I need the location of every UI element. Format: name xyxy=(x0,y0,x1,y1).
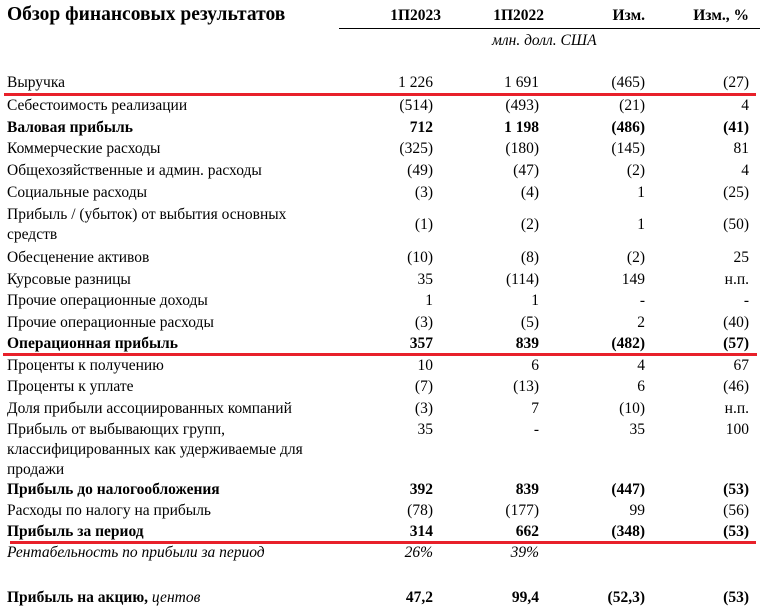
table-row-social-expenses xyxy=(0,183,770,204)
row-label: Операционная прибыль xyxy=(7,335,178,352)
table-row-interest-expense xyxy=(0,377,770,398)
cell-change: 4 xyxy=(637,357,645,374)
cell-change-pct: 25 xyxy=(733,249,749,266)
cell-1h2023: 35 xyxy=(417,421,433,438)
cell-change-pct: н.п. xyxy=(724,271,749,288)
cell-change: 2 xyxy=(637,314,645,331)
cell-1h2023: 35 xyxy=(417,271,433,288)
cell-change: 149 xyxy=(621,271,645,288)
cell-1h2023: 1 xyxy=(425,292,433,309)
row-label: Курсовые разницы xyxy=(7,271,131,288)
table-row-operating-profit xyxy=(0,334,770,355)
table-row-profit-before-tax xyxy=(0,480,770,501)
cell-change-pct: (50) xyxy=(723,216,749,233)
cell-1h2023: 1 226 xyxy=(398,74,433,91)
report-title: Обзор финансовых результатов xyxy=(7,4,286,25)
table-row-income-tax xyxy=(0,501,770,522)
cell-1h2022: 1 198 xyxy=(504,119,539,136)
cell-1h2022: - xyxy=(533,421,539,438)
cell-1h2023: 26% xyxy=(404,544,433,561)
cell-change: 1 xyxy=(637,216,645,233)
cell-change: (482) xyxy=(611,335,645,352)
row-label: Коммерческие расходы xyxy=(7,140,161,157)
cell-change-pct: 100 xyxy=(725,421,749,438)
cell-1h2022: (5) xyxy=(520,314,539,331)
row-label xyxy=(7,588,337,608)
cell-1h2023: 712 xyxy=(409,119,433,136)
table-row-gross-profit xyxy=(0,118,770,139)
column-header-1h2023: 1П2023 xyxy=(390,7,441,24)
cell-1h2022: (8) xyxy=(520,249,539,266)
cell-1h2022: 39% xyxy=(510,544,539,561)
cell-1h2023: (514) xyxy=(399,97,433,114)
row-label: Валовая прибыль xyxy=(7,119,133,136)
cell-change-pct: 81 xyxy=(733,140,749,157)
cell-1h2023: 357 xyxy=(409,335,433,352)
table-row-impairment xyxy=(0,248,770,269)
cell-1h2023: (49) xyxy=(407,162,433,179)
cell-change: - xyxy=(639,292,645,309)
cell-change: (2) xyxy=(626,249,645,266)
row-label: Расходы по налогу на прибыль xyxy=(7,502,212,519)
table-row-share-of-associates xyxy=(0,399,770,420)
table-row-profit-for-period xyxy=(0,522,770,543)
row-label: Проценты к получению xyxy=(7,357,164,374)
cell-1h2023: (3) xyxy=(414,400,433,417)
cell-1h2022: (180) xyxy=(505,140,539,157)
row-label: Прибыль за период xyxy=(7,523,144,540)
cell-1h2023: 47,2 xyxy=(405,589,433,606)
row-label: Проценты к уплате xyxy=(7,378,134,395)
table-row-revenue xyxy=(0,73,770,94)
cell-1h2022: 1 691 xyxy=(504,74,539,91)
cell-change: (21) xyxy=(619,97,645,114)
cell-change: (2) xyxy=(626,162,645,179)
table-row-disposal-gain-loss xyxy=(0,205,770,247)
row-label: Прочие операционные расходы xyxy=(7,314,214,331)
cell-1h2022: 839 xyxy=(515,335,539,352)
row-label: Доля прибыли ассоциированных компаний xyxy=(7,400,292,417)
cell-1h2022: (177) xyxy=(505,502,539,519)
cell-1h2022: 6 xyxy=(531,357,539,374)
cell-1h2022: (13) xyxy=(513,378,539,395)
table-row-fx-differences xyxy=(0,270,770,291)
row-label: Общехозяйственные и админ. расходы xyxy=(7,162,262,179)
cell-1h2022: 839 xyxy=(515,481,539,498)
cell-change-pct: 67 xyxy=(733,357,749,374)
row-label: Прибыль от выбывающих групп, классифицированных как удерживаемые для продажи xyxy=(7,421,303,478)
cell-1h2022: 662 xyxy=(515,523,539,540)
cell-change-pct: 4 xyxy=(741,162,749,179)
table-row-net-margin xyxy=(0,543,770,564)
cell-1h2023: 10 xyxy=(417,357,433,374)
row-label: Социальные расходы xyxy=(7,184,148,201)
cell-1h2023: (10) xyxy=(407,249,433,266)
cell-change: (486) xyxy=(611,119,645,136)
cell-change: (447) xyxy=(611,481,645,498)
table-row-held-for-sale-profit xyxy=(0,420,770,482)
cell-1h2022: (4) xyxy=(520,184,539,201)
cell-change-pct: (56) xyxy=(723,502,749,519)
cell-change-pct: (25) xyxy=(723,184,749,201)
cell-change: (465) xyxy=(611,74,645,91)
cell-1h2023: (1) xyxy=(414,216,433,233)
cell-1h2022: (114) xyxy=(506,271,539,288)
cell-1h2023: (3) xyxy=(414,314,433,331)
table-row-selling-expenses xyxy=(0,139,770,160)
table-row-other-operating-expenses xyxy=(0,313,770,334)
cell-1h2023: (7) xyxy=(414,378,433,395)
table-row-other-operating-income xyxy=(0,291,770,312)
cell-1h2023: (3) xyxy=(414,184,433,201)
cell-change-pct: (53) xyxy=(723,589,749,606)
cell-change: (10) xyxy=(619,400,645,417)
header-rule xyxy=(339,28,760,29)
cell-change: (348) xyxy=(611,523,645,540)
row-label: Выручка xyxy=(7,74,66,91)
cell-change: 35 xyxy=(629,421,645,438)
units-label: млн. долл. США xyxy=(492,32,597,49)
cell-1h2022: 99,4 xyxy=(511,589,539,606)
cell-1h2022: (47) xyxy=(513,162,539,179)
cell-1h2022: 1 xyxy=(531,292,539,309)
cell-1h2023: 392 xyxy=(409,481,433,498)
cell-change-pct: (41) xyxy=(723,119,749,136)
cell-1h2023: 314 xyxy=(409,523,433,540)
cell-1h2022: (493) xyxy=(505,97,539,114)
cell-change: (52,3) xyxy=(607,589,645,606)
cell-change-pct: (40) xyxy=(723,314,749,331)
row-label: Прибыль до налогообложения xyxy=(7,481,220,498)
table-row-eps xyxy=(0,588,770,609)
cell-change-pct: (46) xyxy=(723,378,749,395)
cell-1h2022: (2) xyxy=(520,216,539,233)
eps-unit: центов xyxy=(151,589,201,606)
cell-change-pct: 4 xyxy=(741,97,749,114)
cell-change-pct: (53) xyxy=(723,481,749,498)
column-header-change-pct: Изм., % xyxy=(693,7,749,24)
cell-change: 99 xyxy=(629,502,645,519)
cell-change: (145) xyxy=(611,140,645,157)
cell-change: 1 xyxy=(637,184,645,201)
cell-1h2023: (325) xyxy=(399,140,433,157)
table-row-interest-income xyxy=(0,356,770,377)
cell-change-pct: (57) xyxy=(723,335,749,352)
table-row-cost-of-sales xyxy=(0,96,770,117)
cell-change-pct: н.п. xyxy=(724,400,749,417)
row-label: Прибыль / (убыток) от выбытия основных средств xyxy=(7,206,287,243)
cell-change-pct: (27) xyxy=(723,74,749,91)
row-label: Рентабельность по прибыли за период xyxy=(7,544,265,561)
table-row-ga-expenses xyxy=(0,161,770,182)
row-label: Обесценение активов xyxy=(7,249,150,266)
cell-change: 6 xyxy=(637,378,645,395)
cell-1h2022: 7 xyxy=(531,400,539,417)
cell-1h2023: (78) xyxy=(407,502,433,519)
eps-label: Прибыль на акцию, xyxy=(7,589,149,606)
row-label: Прочие операционные доходы xyxy=(7,292,208,309)
cell-change-pct: - xyxy=(743,292,749,309)
cell-change-pct: (53) xyxy=(723,523,749,540)
column-header-change: Изм. xyxy=(612,7,645,24)
column-header-1h2022: 1П2022 xyxy=(493,7,544,24)
row-label: Себестоимость реализации xyxy=(7,97,188,114)
